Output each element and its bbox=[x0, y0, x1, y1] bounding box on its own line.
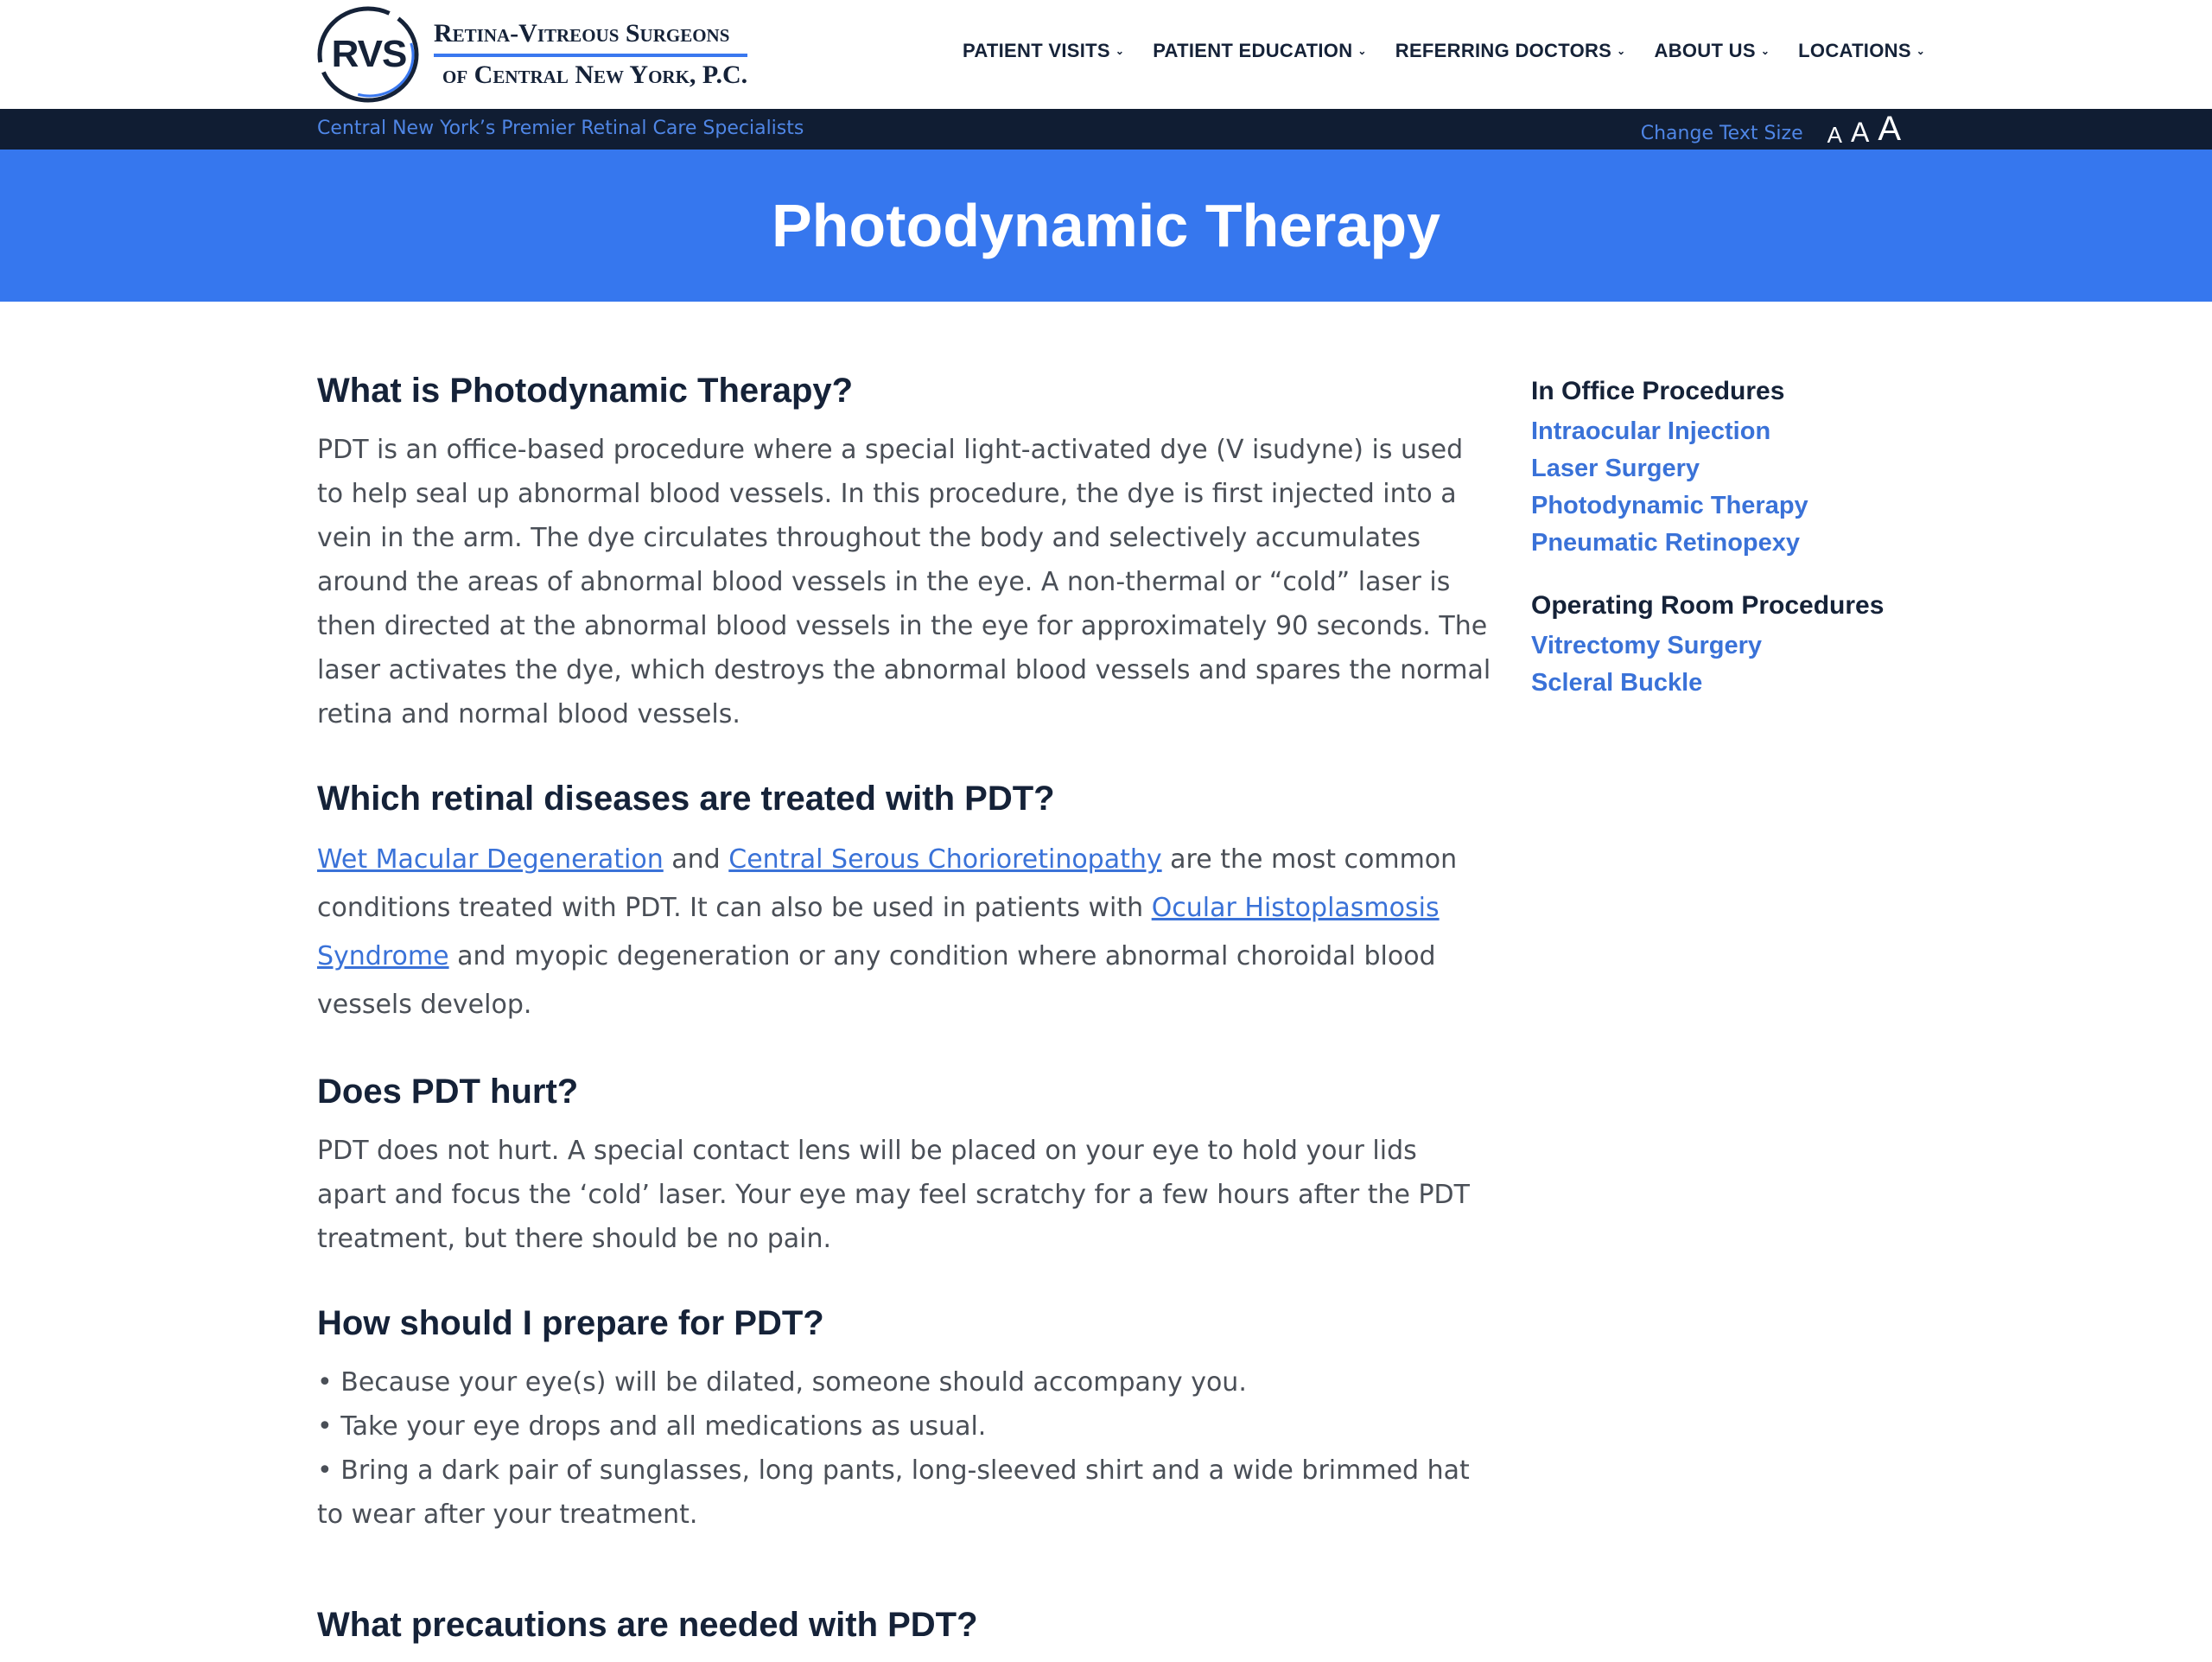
nav-label: PATIENT EDUCATION bbox=[1153, 40, 1353, 61]
section-heading: What is Photodynamic Therapy? bbox=[317, 372, 854, 410]
text-size-label: Change Text Size bbox=[1640, 123, 1803, 144]
section-body: PDT does not hurt. A special contact lens will be placed on your eye to hold your lids apart and focus the ‘cold’ laser. Your eye may feel scratchy for a few hours after the PDT treatment, but there should be no pain. bbox=[317, 1136, 1470, 1254]
logo-emblem bbox=[316, 5, 422, 104]
sidebar-heading: Operating Room Procedures bbox=[1531, 591, 1885, 620]
nav-label: REFERRING DOCTORS bbox=[1395, 40, 1612, 61]
nav-patient-education[interactable] bbox=[1153, 40, 1367, 62]
text-size-small-button[interactable]: A bbox=[1827, 122, 1842, 148]
central-serous-link[interactable]: Central Serous Chorioretinopathy bbox=[728, 844, 1162, 875]
chevron-down-icon: ⌄ bbox=[1916, 45, 1926, 57]
logo-abbr: RVS bbox=[331, 33, 407, 75]
prep-list bbox=[317, 1360, 1492, 1537]
nav-label: LOCATIONS bbox=[1798, 40, 1911, 61]
chevron-down-icon: ⌄ bbox=[1760, 45, 1770, 57]
tagline: Central New York’s Premier Retinal Care Specialists bbox=[317, 118, 804, 139]
logo-line2: of Central New York, P.C. bbox=[442, 60, 748, 89]
section-heading: How should I prepare for PDT? bbox=[317, 1304, 824, 1342]
list-item: • Take your eye drops and all medications as usual. bbox=[317, 1411, 987, 1442]
section-body: PDT is an office-based procedure where a special light-activated dye (V isudyne) is used to help seal up abnormal blood vessels. In this procedure, the dye is first injected into a vein in the arm. The dye circulates throughout the body and selectively accumulates around the areas of abnormal blood vessels in the eye. A non-thermal or “cold” laser is then directed at the abnormal blood vessels in the eye for approximately 90 seconds. The laser activates the dye, which destroys the abnormal blood vessels and spares the normal retina and normal blood vessels. bbox=[317, 435, 1491, 729]
page-title: Photodynamic Therapy bbox=[771, 192, 1441, 259]
text: and bbox=[663, 844, 729, 875]
section-body bbox=[317, 836, 1492, 1029]
logo-line1: Retina-Vitreous Surgeons bbox=[434, 19, 747, 57]
text: and myopic degeneration or any condition where abnormal choroidal blood vessels develop. bbox=[317, 941, 1436, 1020]
sidebar-link-laser-surgery[interactable]: Laser Surgery bbox=[1531, 455, 1700, 482]
section-heading: Does PDT hurt? bbox=[317, 1073, 579, 1111]
sidebar-link-pneumatic-retinopexy[interactable]: Pneumatic Retinopexy bbox=[1531, 529, 1801, 557]
chevron-down-icon: ⌄ bbox=[1115, 45, 1125, 57]
sidebar-link-scleral-buckle[interactable]: Scleral Buckle bbox=[1531, 669, 1703, 697]
nav-label: PATIENT VISITS bbox=[963, 40, 1110, 61]
logo[interactable] bbox=[316, 5, 747, 104]
main-nav bbox=[963, 40, 1954, 62]
section-heading: Which retinal diseases are treated with PDT? bbox=[317, 780, 1055, 818]
sidebar-link-intraocular-injection[interactable]: Intraocular Injection bbox=[1531, 417, 1771, 445]
sidebar-heading: In Office Procedures bbox=[1531, 377, 1785, 405]
nav-label: ABOUT US bbox=[1654, 40, 1756, 61]
list-item: • Bring a dark pair of sunglasses, long pants, long-sleeved shirt and a wide brimmed hat to wear after your treatment. bbox=[317, 1455, 1470, 1530]
text-size-control bbox=[1641, 109, 1901, 150]
main-content bbox=[317, 372, 1492, 1662]
chevron-down-icon: ⌄ bbox=[1617, 45, 1626, 57]
nav-about-us[interactable] bbox=[1655, 40, 1770, 62]
top-bar bbox=[0, 109, 2212, 150]
page-banner bbox=[0, 150, 2212, 302]
sidebar bbox=[1531, 377, 1894, 731]
ocular-histoplasmosis-link[interactable]: Ocular Histoplasmosis Syndrome bbox=[317, 893, 1440, 971]
list-item: • Because your eye(s) will be dilated, someone should accompany you. bbox=[317, 1367, 1247, 1398]
wet-macular-degeneration-link[interactable]: Wet Macular Degeneration bbox=[317, 844, 664, 875]
sidebar-link-photodynamic-therapy[interactable]: Photodynamic Therapy bbox=[1531, 492, 1808, 519]
nav-patient-visits[interactable] bbox=[963, 40, 1124, 62]
section-heading: What precautions are needed with PDT? bbox=[317, 1606, 978, 1644]
text-size-medium-button[interactable]: A bbox=[1850, 117, 1870, 148]
nav-locations[interactable] bbox=[1798, 40, 1925, 62]
chevron-down-icon: ⌄ bbox=[1357, 45, 1367, 57]
sidebar-link-vitrectomy-surgery[interactable]: Vitrectomy Surgery bbox=[1531, 632, 1763, 659]
text-size-large-button[interactable]: A bbox=[1878, 110, 1901, 148]
text: are the most common conditions treated with PDT. It can also be used in patients with bbox=[317, 844, 1458, 923]
site-header bbox=[0, 0, 2212, 109]
nav-referring-doctors[interactable] bbox=[1395, 40, 1626, 62]
